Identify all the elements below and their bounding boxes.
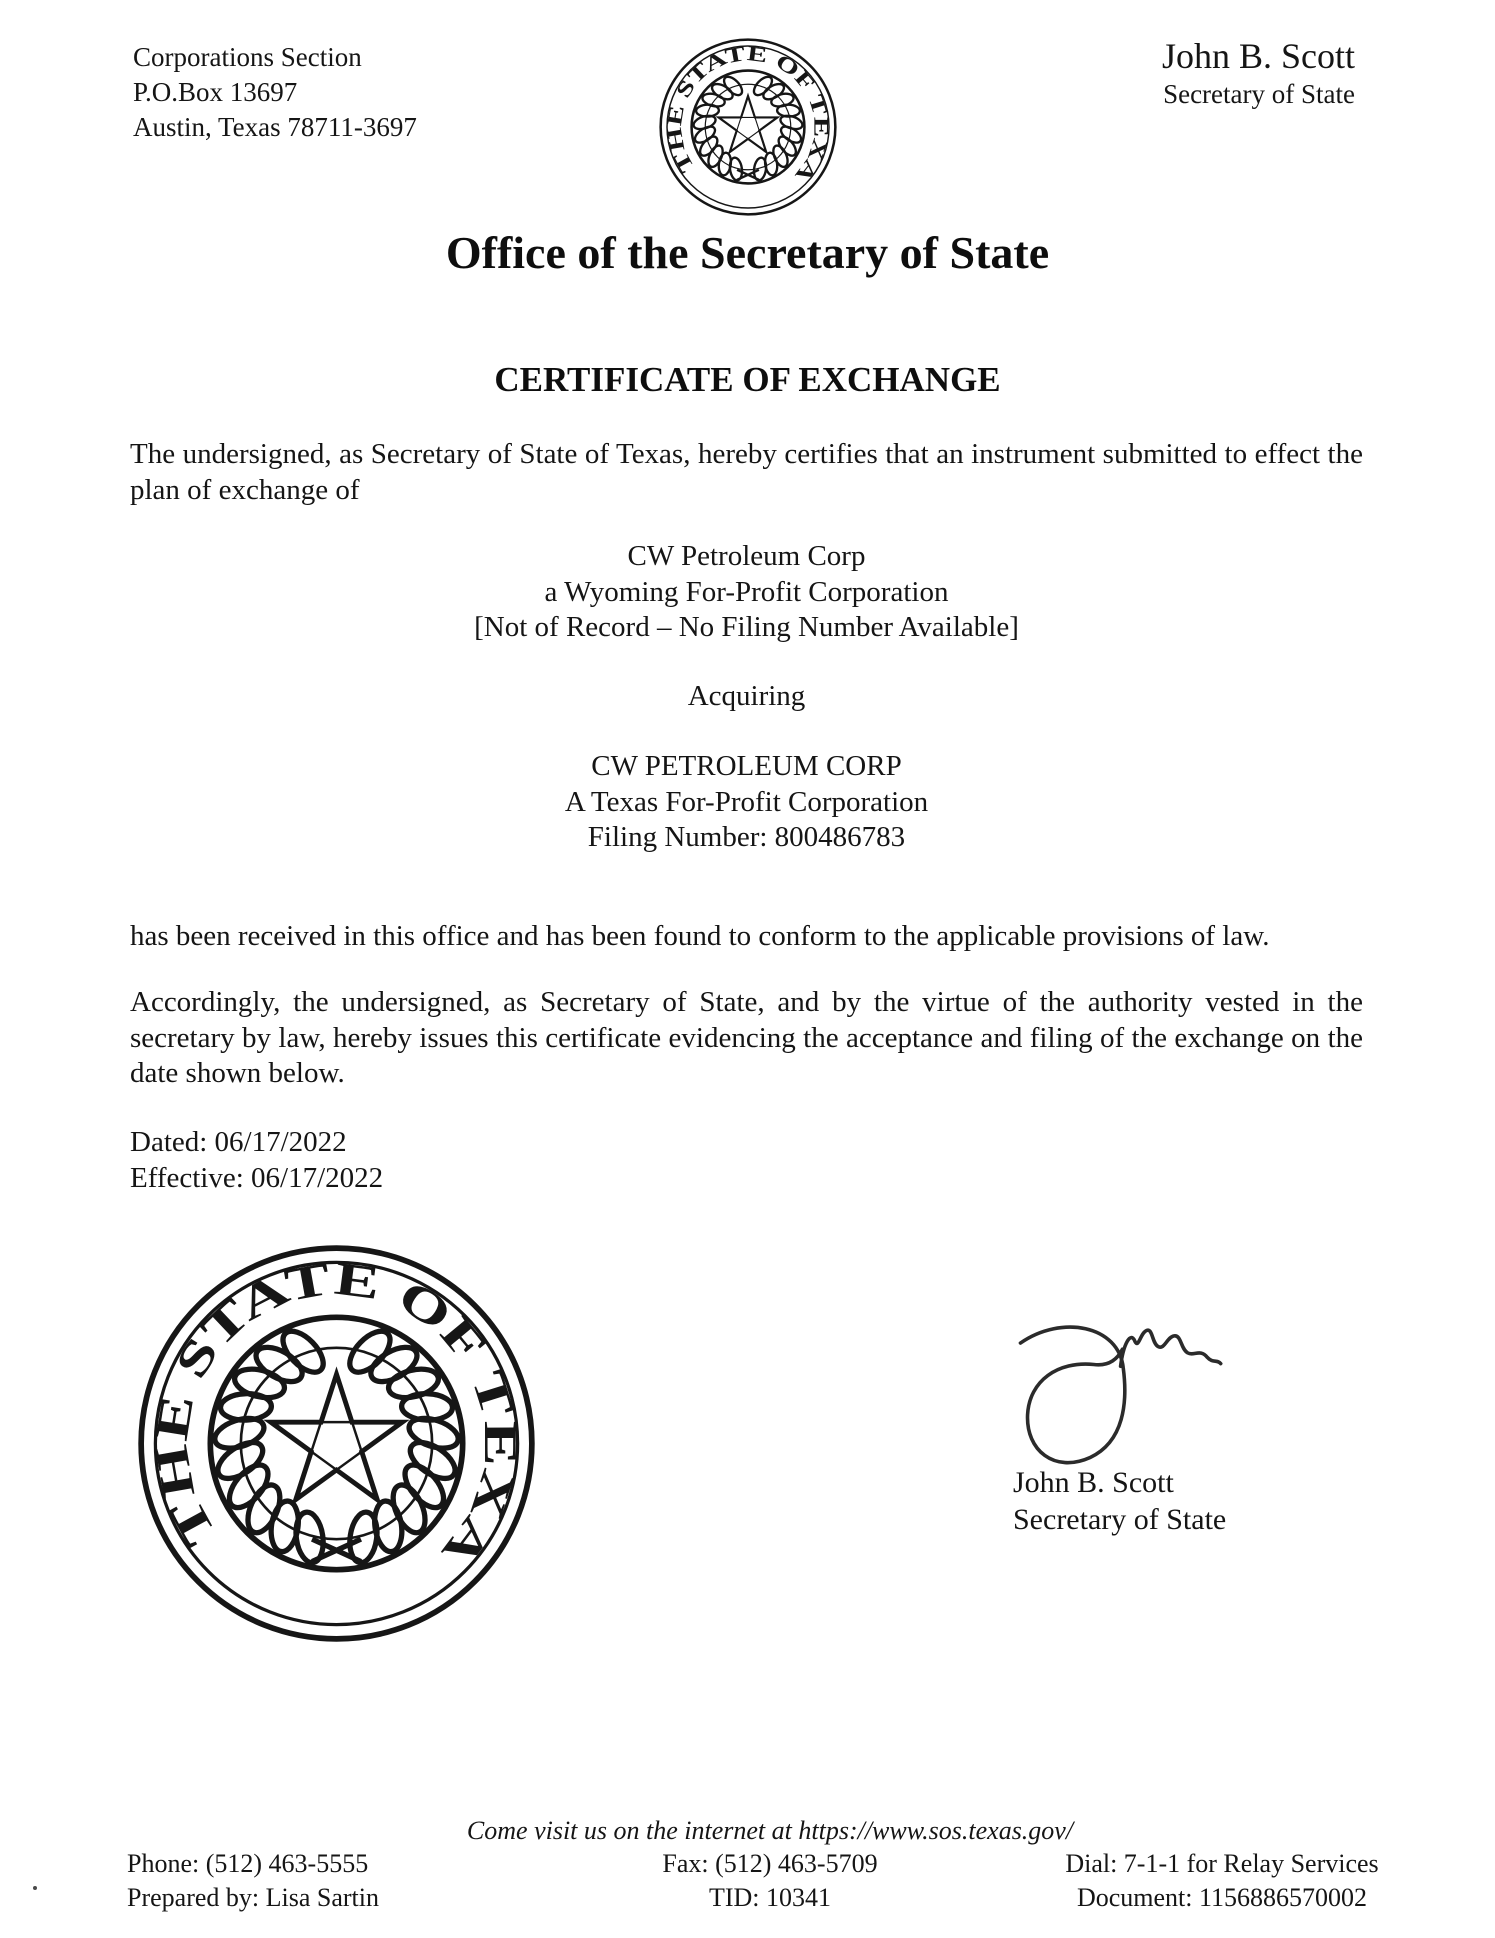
acquiring-entity-name: CW PETROLEUM CORP bbox=[591, 750, 902, 782]
footer-tid: TID: 10341 bbox=[708, 1883, 832, 1912]
intro-paragraph: The undersigned, as Secretary of State of Texas, hereby certifies that an instrument submitted to effect the plan of exchange of bbox=[130, 438, 1363, 506]
footer-prepared-by: Prepared by: Lisa Sartin bbox=[127, 1883, 379, 1912]
dated-line: Dated: 06/17/2022 bbox=[130, 1126, 347, 1158]
accordingly-paragraph: Accordingly, the undersigned, as Secretary of State, and by the virtue of the authority vested in the secretary by law, hereby issues this certificate evidencing the acceptance and filing of the exchange on the date shown below. bbox=[130, 986, 1363, 1089]
official-header bbox=[1162, 34, 1355, 110]
signature-block bbox=[1013, 1464, 1226, 1538]
scan-artifact-dot bbox=[33, 1886, 37, 1890]
return-address-line2: P.O.Box 13697 bbox=[133, 77, 298, 107]
signer-title: Secretary of State bbox=[1013, 1503, 1227, 1536]
footer-document-number: Document: 1156886570002 bbox=[1076, 1883, 1368, 1912]
footer-visit-line: Come visit us on the internet at https://www.sos.texas.gov/ bbox=[466, 1816, 1074, 1845]
signature-john-b-scott bbox=[1004, 1318, 1230, 1470]
received-paragraph: has been received in this office and has been found to conform to the applicable provisions of law. bbox=[130, 920, 1270, 952]
acquiring-entity-filing-number: Filing Number: 800486783 bbox=[587, 821, 906, 853]
exchanged-entity-block bbox=[130, 539, 1363, 646]
return-address-line3: Austin, Texas 78711-3697 bbox=[133, 112, 417, 142]
acquiring-entity-block bbox=[130, 749, 1363, 856]
exchanged-entity-name: CW Petroleum Corp bbox=[627, 540, 866, 572]
return-address bbox=[133, 40, 417, 145]
footer-fax: Fax: (512) 463-5709 bbox=[662, 1849, 878, 1878]
footer-relay: Dial: 7-1-1 for Relay Services bbox=[1065, 1849, 1379, 1878]
return-address-line1: Corporations Section bbox=[133, 42, 362, 72]
secretary-title-header: Secretary of State bbox=[1163, 79, 1355, 109]
secretary-name-header: John B. Scott bbox=[1161, 36, 1355, 76]
effective-line: Effective: 06/17/2022 bbox=[130, 1162, 384, 1194]
acquiring-entity-jurisdiction: A Texas For-Profit Corporation bbox=[564, 785, 929, 818]
footer-phone: Phone: (512) 463-5555 bbox=[127, 1849, 369, 1878]
office-title: Office of the Secretary of State bbox=[445, 227, 1050, 278]
certificate-title: CERTIFICATE OF EXCHANGE bbox=[494, 360, 1001, 399]
acquiring-label: Acquiring bbox=[687, 680, 806, 712]
texas-state-seal-stamp-icon bbox=[133, 1240, 540, 1647]
exchanged-entity-jurisdiction: a Wyoming For-Profit Corporation bbox=[544, 575, 949, 608]
exchanged-entity-filing-status: [Not of Record – No Filing Number Available] bbox=[474, 611, 1019, 643]
dates-block bbox=[130, 1124, 383, 1196]
signer-name: John B. Scott bbox=[1013, 1466, 1174, 1499]
texas-state-seal-icon bbox=[657, 36, 839, 218]
